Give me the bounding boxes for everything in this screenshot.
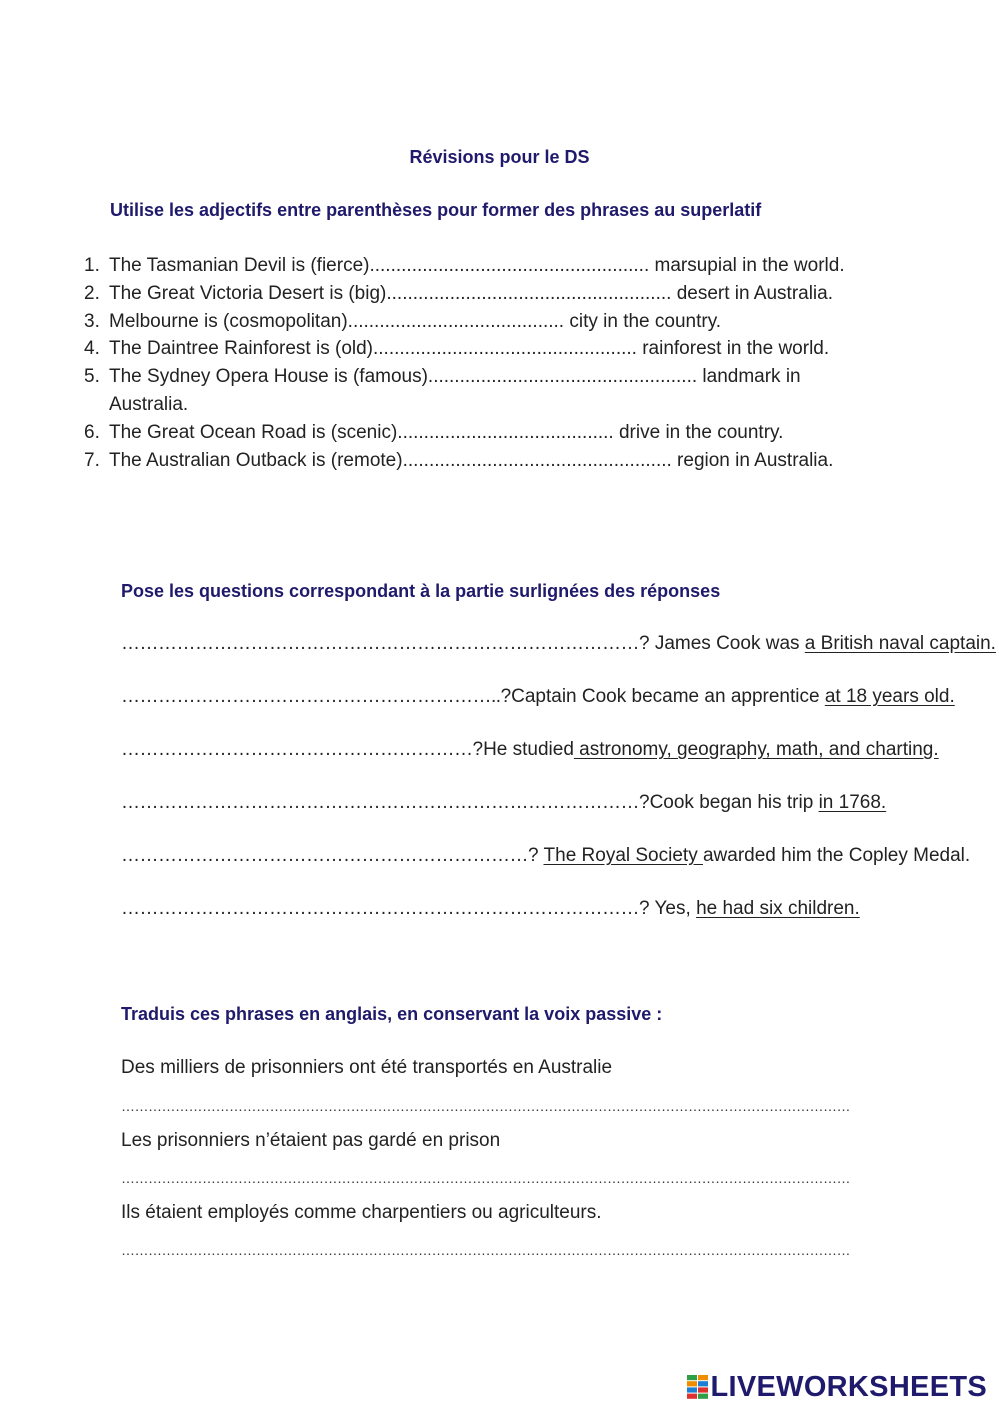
question-line (121, 792, 886, 814)
item-number: 3. (84, 310, 100, 332)
answer-blank: ………………………………………………………… (121, 845, 528, 866)
highlighted-part: astronomy, geography, math, and charting. (573, 739, 939, 760)
answer-blank: ………………………………………………………………………… (121, 898, 639, 919)
item-text: The Daintree Rainforest is (old).................................................. rainforest in the world. (109, 338, 830, 360)
liveworksheets-logo-icon (687, 1375, 709, 1399)
item-text: Melbourne is (cosmopolitan)......................................... city in the country. (109, 310, 722, 332)
question-line (121, 739, 939, 761)
section2-heading: Pose les questions correspondant à la partie surlignées des réponses (121, 581, 721, 601)
highlighted-part: in 1768. (818, 792, 887, 813)
answer-text: ?Cook began his trip (639, 792, 819, 813)
item-text: The Great Ocean Road is (scenic)......................................... drive in the country. (109, 421, 784, 443)
list-item (80, 335, 880, 363)
section3-heading: Traduis ces phrases en anglais, en conservant la voix passive : (121, 1004, 663, 1024)
list-item (80, 280, 880, 308)
highlighted-part: The Royal Society (543, 845, 703, 866)
answer-text: ? (528, 845, 544, 866)
item-number: 6. (84, 421, 100, 443)
question-line (121, 898, 860, 920)
answer-text-end: awarded him the Copley Medal. (702, 845, 971, 866)
question-line (121, 686, 955, 708)
list-item (80, 363, 880, 419)
item-text: The Great Victoria Desert is (big)...................................................... desert in Australia. (109, 282, 833, 304)
answer-text: ?Captain Cook became an apprentice (500, 686, 825, 707)
translation-answer-line: ……………………………………………………………………………………………………………………………………………… (121, 1098, 850, 1114)
item-text: The Sydney Opera House is (famous)................................................... landmark in Australia. (109, 366, 801, 415)
translation-answer-line: ……………………………………………………………………………………………………………………………………………… (121, 1170, 850, 1186)
answer-text: ?He studied (472, 739, 574, 760)
superlative-exercise-list (80, 252, 880, 474)
list-item (80, 447, 880, 475)
list-item (80, 308, 880, 336)
item-text: The Tasmanian Devil is (fierce)..................................................... marsupial in the world. (109, 255, 845, 276)
list-item (80, 252, 880, 280)
answer-blank: ………………………………………………………………………… (121, 792, 639, 813)
item-number: 7. (84, 449, 100, 471)
question-line (121, 845, 970, 867)
item-text: The Australian Outback is (remote)................................................... region in Australia. (109, 449, 834, 471)
question-line (121, 633, 996, 655)
highlighted-part: a British naval captain. (804, 633, 996, 654)
french-sentence: Des milliers de prisonniers ont été transportés en Australie (121, 1057, 613, 1078)
highlighted-part: he had six children. (696, 898, 860, 919)
answer-blank: …………………………………………………….. (121, 686, 501, 707)
liveworksheets-logo (687, 1372, 988, 1402)
logo-text: LIVEWORKSHEETS (710, 1370, 987, 1403)
item-number: 2. (84, 282, 100, 304)
section1-heading: Utilise les adjectifs entre parenthèses pour former des phrases au superlatif (110, 200, 762, 220)
item-number: 4. (84, 338, 100, 360)
french-sentence: Les prisonniers n’étaient pas gardé en prison (121, 1130, 501, 1151)
french-sentence: Ils étaient employés comme charpentiers ou agriculteurs. (121, 1202, 602, 1223)
answer-blank: ………………………………………………… (121, 739, 473, 760)
answer-blank: ………………………………………………………………………… (121, 633, 639, 654)
list-item (80, 419, 880, 447)
page-title: Révisions pour le DS (409, 147, 590, 167)
translation-answer-line: ……………………………………………………………………………………………………………………………………………… (121, 1242, 850, 1258)
item-number: 5. (84, 366, 100, 388)
highlighted-part: at 18 years old. (824, 686, 955, 707)
answer-text: ? Yes, (639, 898, 697, 919)
answer-text: ? James Cook was (639, 633, 805, 654)
item-number: 1. (84, 255, 100, 276)
